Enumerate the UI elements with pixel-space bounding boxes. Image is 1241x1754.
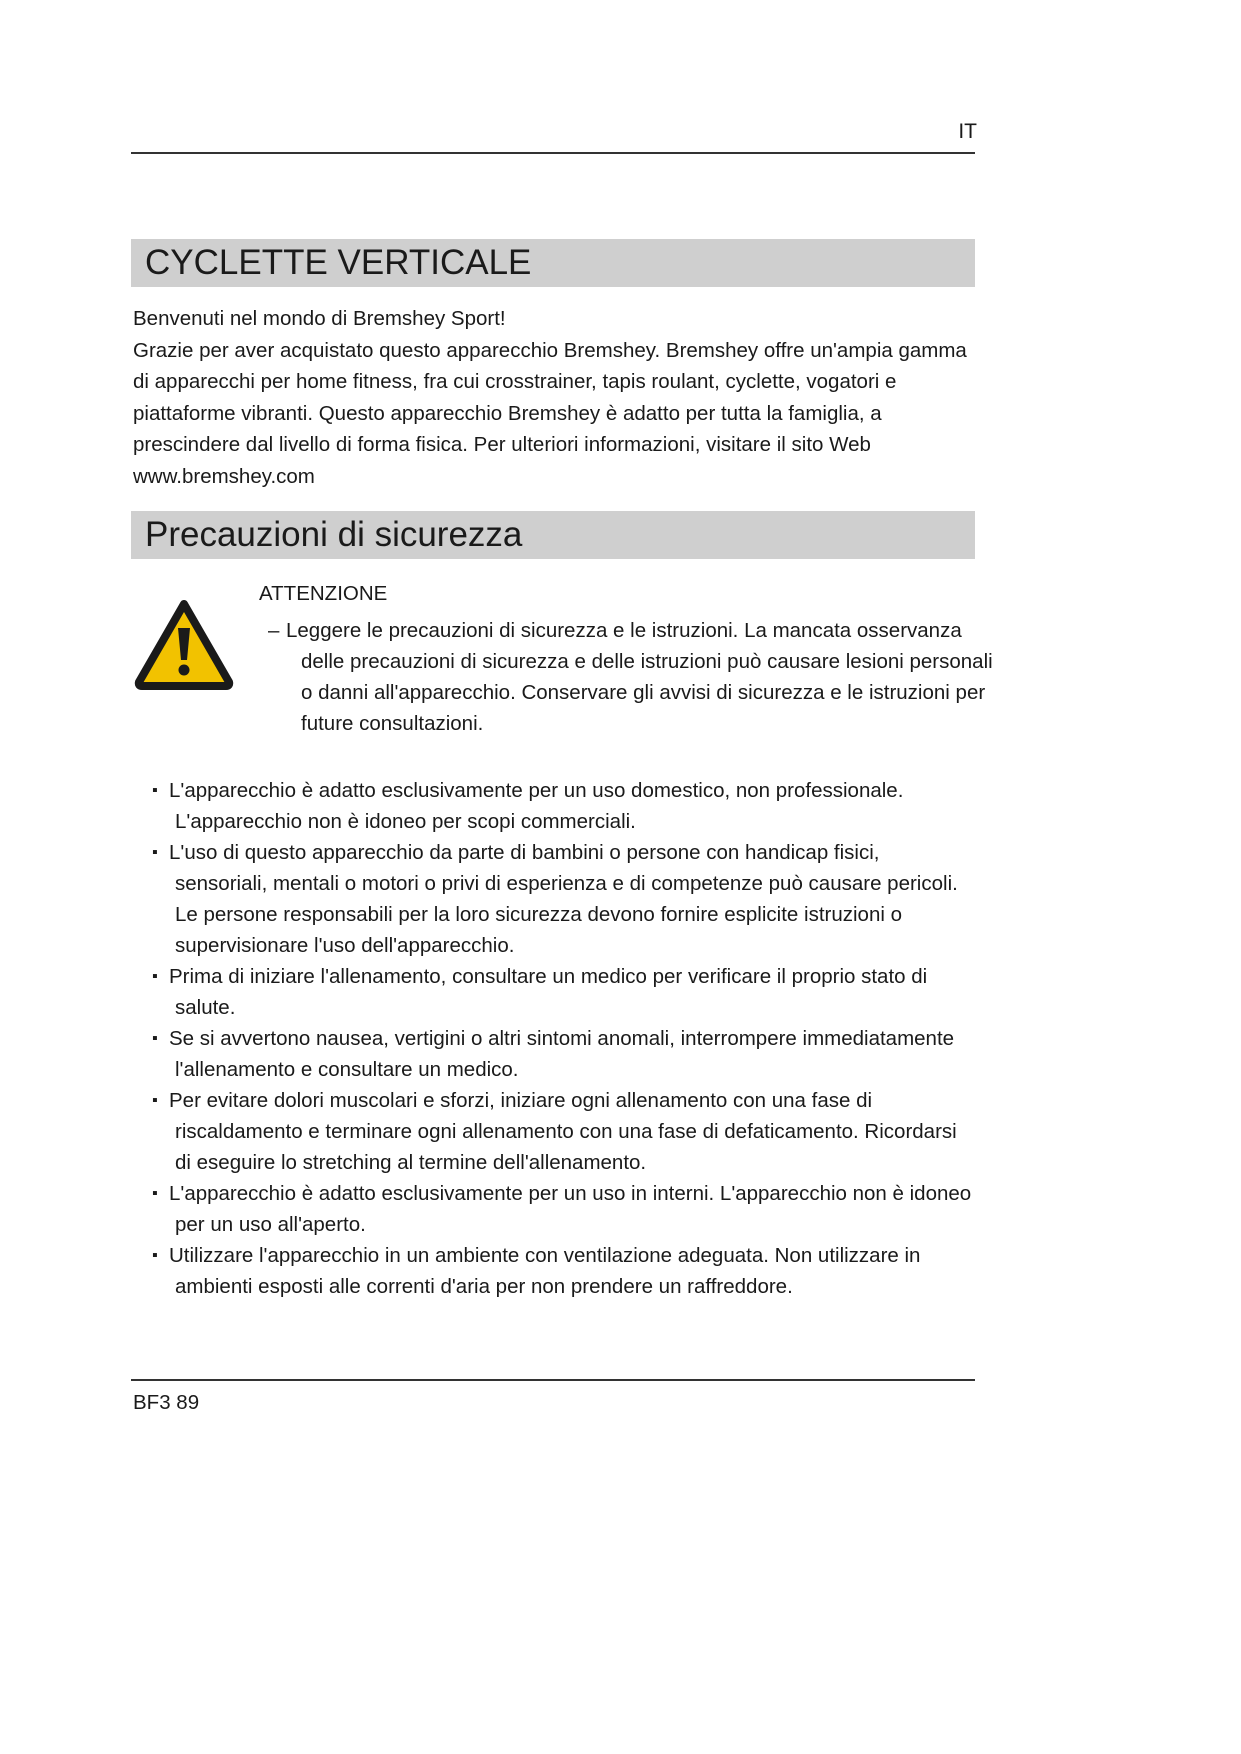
language-code: IT bbox=[958, 120, 977, 143]
list-item-text: L'uso di questo apparecchio da parte di bambini o persone con handicap fisici, sensoriali, mentali o motori o privi di esperienza e di competenze può causare pericoli. Le persone responsabili per la loro sicurezza devono fornire esplicite istruzioni o supervisionare l'uso dell'apparecchio. bbox=[169, 841, 958, 957]
list-item bbox=[135, 1085, 975, 1178]
list-item bbox=[135, 1240, 975, 1302]
list-item-text: Utilizzare l'apparecchio in un ambiente con ventilazione adeguata. Non utilizzare in ambienti esposti alle correnti d'aria per non prendere un raffreddore. bbox=[169, 1244, 921, 1298]
list-item bbox=[135, 1178, 975, 1240]
warning-heading: ATTENZIONE bbox=[259, 582, 388, 605]
bullet-mark: ▪ bbox=[152, 1247, 158, 1264]
page-code: BF3 89 bbox=[133, 1391, 200, 1414]
bullet-mark: ▪ bbox=[152, 844, 158, 861]
list-item-text: Prima di iniziare l'allenamento, consultare un medico per verificare il proprio stato di salute. bbox=[169, 965, 928, 1019]
warning-text bbox=[268, 615, 1001, 739]
list-item bbox=[135, 775, 975, 837]
footer-divider bbox=[131, 1379, 975, 1381]
list-item-text: L'apparecchio è adatto esclusivamente per un uso in interni. L'apparecchio non è idoneo per un uso all'aperto. bbox=[169, 1182, 972, 1236]
list-item-text: L'apparecchio è adatto esclusivamente per un uso domestico, non professionale. L'apparecchio non è idoneo per scopi commerciali. bbox=[169, 779, 904, 833]
list-item bbox=[135, 837, 975, 961]
intro-paragraph: Grazie per aver acquistato questo apparecchio Bremshey. Bremshey offre un'ampia gamma di apparecchi per home fitness, fra cui crosstrainer, tapis roulant, cyclette, vogatori e piattaforme vibranti. Questo apparecchio Bremshey è adatto per tutta la famiglia, a prescindere dal livello di forma fisica. Per ulteriori informazioni, visitare il sito Web www.bremshey.com bbox=[133, 338, 967, 488]
bullet-mark: ▪ bbox=[152, 1185, 158, 1202]
bullet-mark: ▪ bbox=[152, 1092, 158, 1109]
header-divider bbox=[131, 152, 975, 154]
bullet-mark: ▪ bbox=[152, 782, 158, 799]
warning-dash: – bbox=[268, 619, 280, 642]
section-title: CYCLETTE VERTICALE bbox=[145, 243, 532, 282]
greeting-text: Benvenuti nel mondo di Bremshey Sport! bbox=[133, 307, 506, 330]
list-item bbox=[135, 961, 975, 1023]
safety-bullet-list bbox=[135, 775, 975, 1302]
warning-body: Leggere le precauzioni di sicurezza e le istruzioni. La mancata osservanza delle precauzioni di sicurezza e delle istruzioni può causare lesioni personali o danni all'apparecchio. Conservare gli avvisi di sicurezza e le istruzioni per future consultazioni. bbox=[286, 619, 993, 735]
bullet-mark: ▪ bbox=[152, 968, 158, 985]
list-item-text: Se si avvertono nausea, vertigini o altri sintomi anomali, interrompere immediatamente l'allenamento e consultare un medico. bbox=[169, 1027, 955, 1081]
section-heading-band bbox=[131, 511, 975, 559]
section-heading-band bbox=[131, 239, 975, 287]
intro-text-block bbox=[133, 303, 973, 492]
section-title: Precauzioni di sicurezza bbox=[145, 515, 523, 554]
warning-triangle-icon bbox=[133, 598, 235, 690]
list-item-text: Per evitare dolori muscolari e sforzi, iniziare ogni allenamento con una fase di riscaldamento e terminare ogni allenamento con una fase di defaticamento. Ricordarsi di eseguire lo stretching al termine dell'allenamento. bbox=[169, 1089, 957, 1174]
bullet-mark: ▪ bbox=[152, 1030, 158, 1047]
list-item bbox=[135, 1023, 975, 1085]
